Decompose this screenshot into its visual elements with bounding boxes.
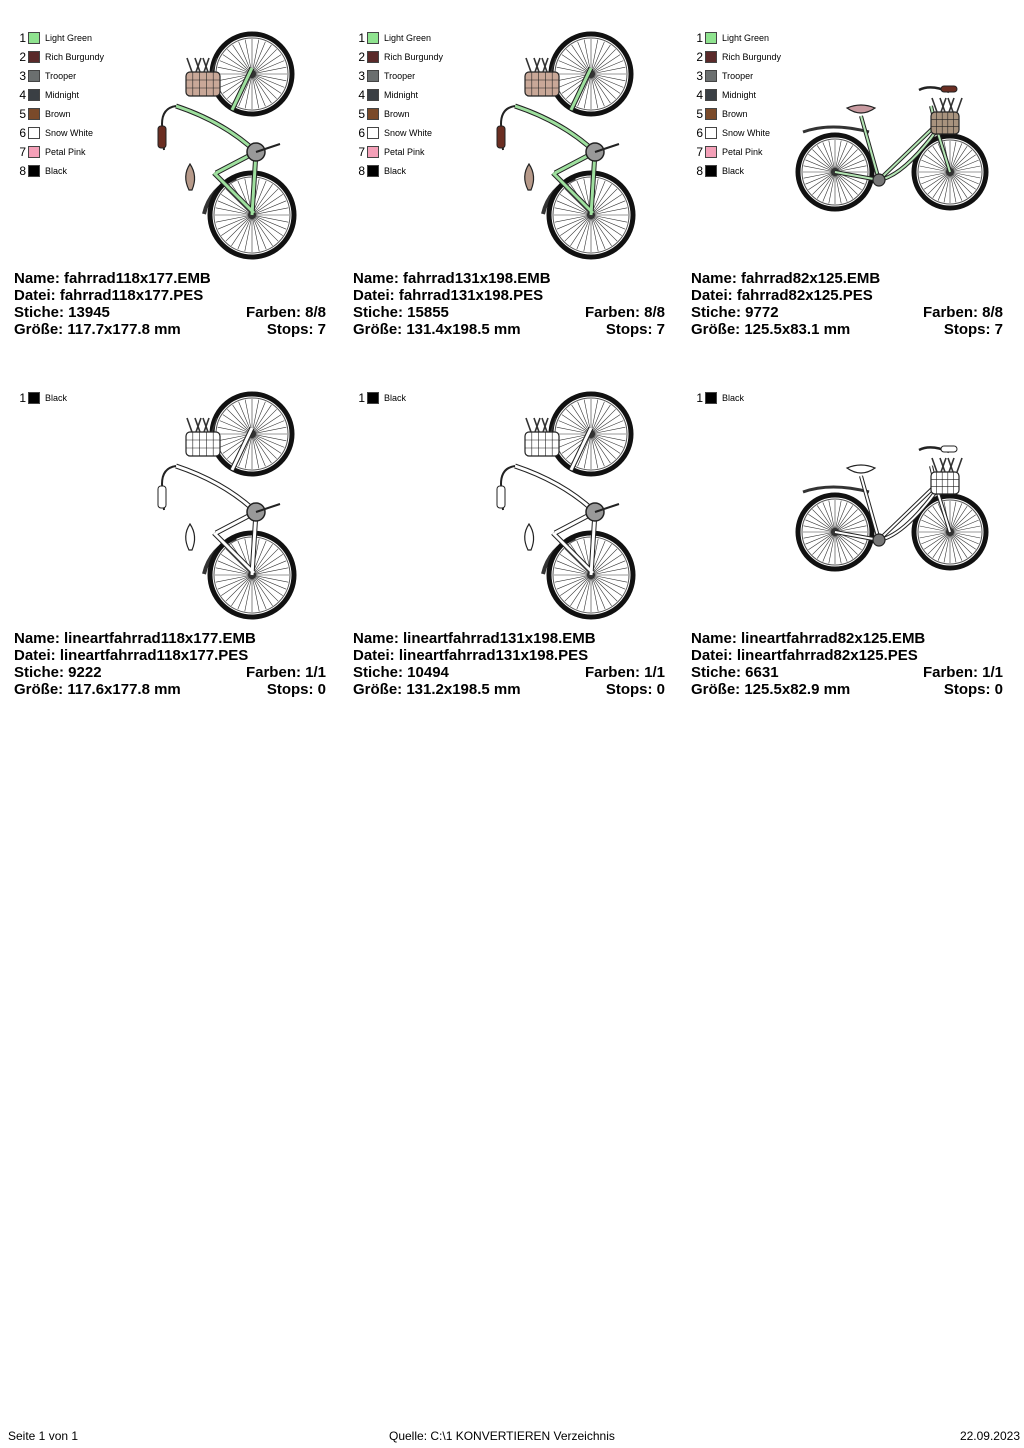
thread-color-swatch xyxy=(705,32,717,44)
design-preview xyxy=(791,388,1016,623)
palette-number: 1 xyxy=(696,30,703,45)
thread-color-swatch xyxy=(28,146,40,158)
color-count: Farben: 8/8 xyxy=(584,304,665,321)
design-card xyxy=(14,388,336,733)
thread-color-swatch xyxy=(367,165,379,177)
stop-count: Stops: 0 xyxy=(605,681,665,698)
stop-count: Stops: 0 xyxy=(266,681,326,698)
thread-color-name: Black xyxy=(45,392,68,403)
design-preview xyxy=(453,28,678,263)
stop-count: Stops: 7 xyxy=(943,321,1003,338)
palette-number: 7 xyxy=(19,144,26,159)
design-file: Datei: lineartfahrrad131x198.PES xyxy=(353,647,589,664)
color-count: Farben: 1/1 xyxy=(245,664,326,681)
design-name: Name: lineartfahrrad82x125.EMB xyxy=(691,630,926,647)
palette-number: 4 xyxy=(19,87,26,102)
design-size: Größe: 117.6x177.8 mm xyxy=(14,681,181,698)
thread-color-swatch xyxy=(28,70,40,82)
thread-color-swatch xyxy=(705,70,717,82)
source-path: Quelle: C:\1 KONVERTIEREN Verzeichnis xyxy=(389,1429,615,1443)
bicycle-icon xyxy=(453,28,678,263)
stitch-count: Stiche: 13945 xyxy=(14,304,110,321)
thread-color-name: Black xyxy=(384,392,407,403)
page-number: Seite 1 von 1 xyxy=(8,1429,79,1443)
thread-color-name: Light Green xyxy=(722,32,770,43)
design-name: Name: fahrrad82x125.EMB xyxy=(691,270,881,287)
thread-color-swatch xyxy=(367,89,379,101)
design-preview xyxy=(453,388,678,623)
thread-color-name: Black xyxy=(722,392,745,403)
thread-color-swatch xyxy=(367,51,379,63)
bicycle-icon xyxy=(114,28,339,263)
thread-color-swatch xyxy=(367,146,379,158)
palette-number: 6 xyxy=(696,125,703,140)
thread-color-swatch xyxy=(705,165,717,177)
design-info xyxy=(353,630,665,698)
bicycle-icon xyxy=(791,388,1016,623)
palette-number: 8 xyxy=(696,163,703,178)
thread-color-swatch xyxy=(28,89,40,101)
thread-color-swatch xyxy=(705,51,717,63)
stop-count: Stops: 7 xyxy=(605,321,665,338)
palette-number: 5 xyxy=(358,106,365,121)
thread-color-name: Snow White xyxy=(45,127,94,138)
design-file: Datei: fahrrad131x198.PES xyxy=(353,287,544,304)
design-card xyxy=(14,28,336,373)
design-card xyxy=(353,388,675,733)
thread-color-name: Light Green xyxy=(384,32,432,43)
thread-color-swatch xyxy=(28,32,40,44)
design-preview xyxy=(114,28,339,263)
design-info xyxy=(691,270,1003,338)
palette-number: 3 xyxy=(19,68,26,83)
thread-color-name: Light Green xyxy=(45,32,93,43)
design-name: Name: lineartfahrrad131x198.EMB xyxy=(353,630,596,647)
design-card xyxy=(691,28,1013,373)
palette-number: 4 xyxy=(696,87,703,102)
thread-color-swatch xyxy=(28,51,40,63)
design-size: Größe: 125.5x82.9 mm xyxy=(691,681,851,698)
thread-color-swatch xyxy=(28,165,40,177)
palette-number: 2 xyxy=(19,49,26,64)
design-size: Größe: 125.5x83.1 mm xyxy=(691,321,851,338)
thread-color-name: Petal Pink xyxy=(45,146,86,157)
palette-number: 1 xyxy=(358,390,365,405)
design-info xyxy=(14,270,326,338)
palette-number: 1 xyxy=(696,390,703,405)
design-file: Datei: lineartfahrrad82x125.PES xyxy=(691,647,918,664)
design-card xyxy=(691,388,1013,733)
palette-number: 5 xyxy=(696,106,703,121)
palette-number: 8 xyxy=(19,163,26,178)
thread-color-name: Rich Burgundy xyxy=(722,51,782,62)
color-count: Farben: 1/1 xyxy=(584,664,665,681)
stitch-count: Stiche: 9772 xyxy=(691,304,779,321)
bicycle-icon xyxy=(114,388,339,623)
thread-color-name: Petal Pink xyxy=(722,146,763,157)
design-preview xyxy=(791,28,1016,263)
thread-color-swatch xyxy=(705,146,717,158)
palette-number: 5 xyxy=(19,106,26,121)
design-file: Datei: fahrrad118x177.PES xyxy=(14,287,204,304)
palette-number: 2 xyxy=(696,49,703,64)
design-info xyxy=(14,630,326,698)
design-size: Größe: 131.2x198.5 mm xyxy=(353,681,521,698)
color-count: Farben: 8/8 xyxy=(245,304,326,321)
thread-color-swatch xyxy=(705,108,717,120)
thread-color-swatch xyxy=(28,392,40,404)
thread-color-swatch xyxy=(367,108,379,120)
palette-number: 3 xyxy=(696,68,703,83)
thread-color-name: Snow White xyxy=(384,127,433,138)
thread-color-name: Black xyxy=(384,165,407,176)
thread-color-name: Brown xyxy=(384,108,410,119)
palette-number: 6 xyxy=(358,125,365,140)
thread-color-name: Rich Burgundy xyxy=(384,51,444,62)
print-date: 22.09.2023 xyxy=(959,1429,1020,1443)
design-size: Größe: 117.7x177.8 mm xyxy=(14,321,181,338)
thread-color-swatch xyxy=(367,392,379,404)
design-preview xyxy=(114,388,339,623)
palette-number: 1 xyxy=(19,390,26,405)
design-name: Name: fahrrad131x198.EMB xyxy=(353,270,551,287)
design-size: Größe: 131.4x198.5 mm xyxy=(353,321,521,338)
palette-number: 7 xyxy=(696,144,703,159)
design-name: Name: fahrrad118x177.EMB xyxy=(14,270,211,287)
thread-color-swatch xyxy=(367,127,379,139)
design-info xyxy=(353,270,665,338)
thread-color-name: Snow White xyxy=(722,127,771,138)
thread-color-swatch xyxy=(705,392,717,404)
thread-color-name: Petal Pink xyxy=(384,146,425,157)
stitch-count: Stiche: 15855 xyxy=(353,304,449,321)
palette-number: 4 xyxy=(358,87,365,102)
thread-color-name: Trooper xyxy=(45,70,77,81)
thread-color-name: Black xyxy=(45,165,68,176)
thread-color-swatch xyxy=(28,108,40,120)
thread-color-swatch xyxy=(367,32,379,44)
thread-color-name: Midnight xyxy=(722,89,757,100)
thread-color-name: Midnight xyxy=(384,89,419,100)
design-file: Datei: fahrrad82x125.PES xyxy=(691,287,873,304)
thread-color-name: Black xyxy=(722,165,745,176)
palette-number: 3 xyxy=(358,68,365,83)
thread-color-swatch xyxy=(28,127,40,139)
stop-count: Stops: 0 xyxy=(943,681,1003,698)
thread-color-name: Brown xyxy=(722,108,748,119)
stitch-count: Stiche: 9222 xyxy=(14,664,102,681)
thread-color-name: Brown xyxy=(45,108,71,119)
thread-color-swatch xyxy=(705,89,717,101)
stop-count: Stops: 7 xyxy=(266,321,326,338)
palette-number: 1 xyxy=(358,30,365,45)
design-info xyxy=(691,630,1003,698)
thread-color-name: Midnight xyxy=(45,89,80,100)
color-count: Farben: 8/8 xyxy=(922,304,1003,321)
stitch-count: Stiche: 6631 xyxy=(691,664,779,681)
design-file: Datei: lineartfahrrad118x177.PES xyxy=(14,647,249,664)
palette-number: 6 xyxy=(19,125,26,140)
thread-color-name: Trooper xyxy=(384,70,416,81)
palette-number: 8 xyxy=(358,163,365,178)
palette-number: 1 xyxy=(19,30,26,45)
bicycle-icon xyxy=(791,28,1016,263)
design-name: Name: lineartfahrrad118x177.EMB xyxy=(14,630,256,647)
bicycle-icon xyxy=(453,388,678,623)
palette-number: 2 xyxy=(358,49,365,64)
thread-color-swatch xyxy=(705,127,717,139)
thread-color-name: Rich Burgundy xyxy=(45,51,105,62)
thread-color-name: Trooper xyxy=(722,70,754,81)
thread-color-swatch xyxy=(367,70,379,82)
design-card xyxy=(353,28,675,373)
palette-number: 7 xyxy=(358,144,365,159)
stitch-count: Stiche: 10494 xyxy=(353,664,449,681)
color-count: Farben: 1/1 xyxy=(922,664,1003,681)
